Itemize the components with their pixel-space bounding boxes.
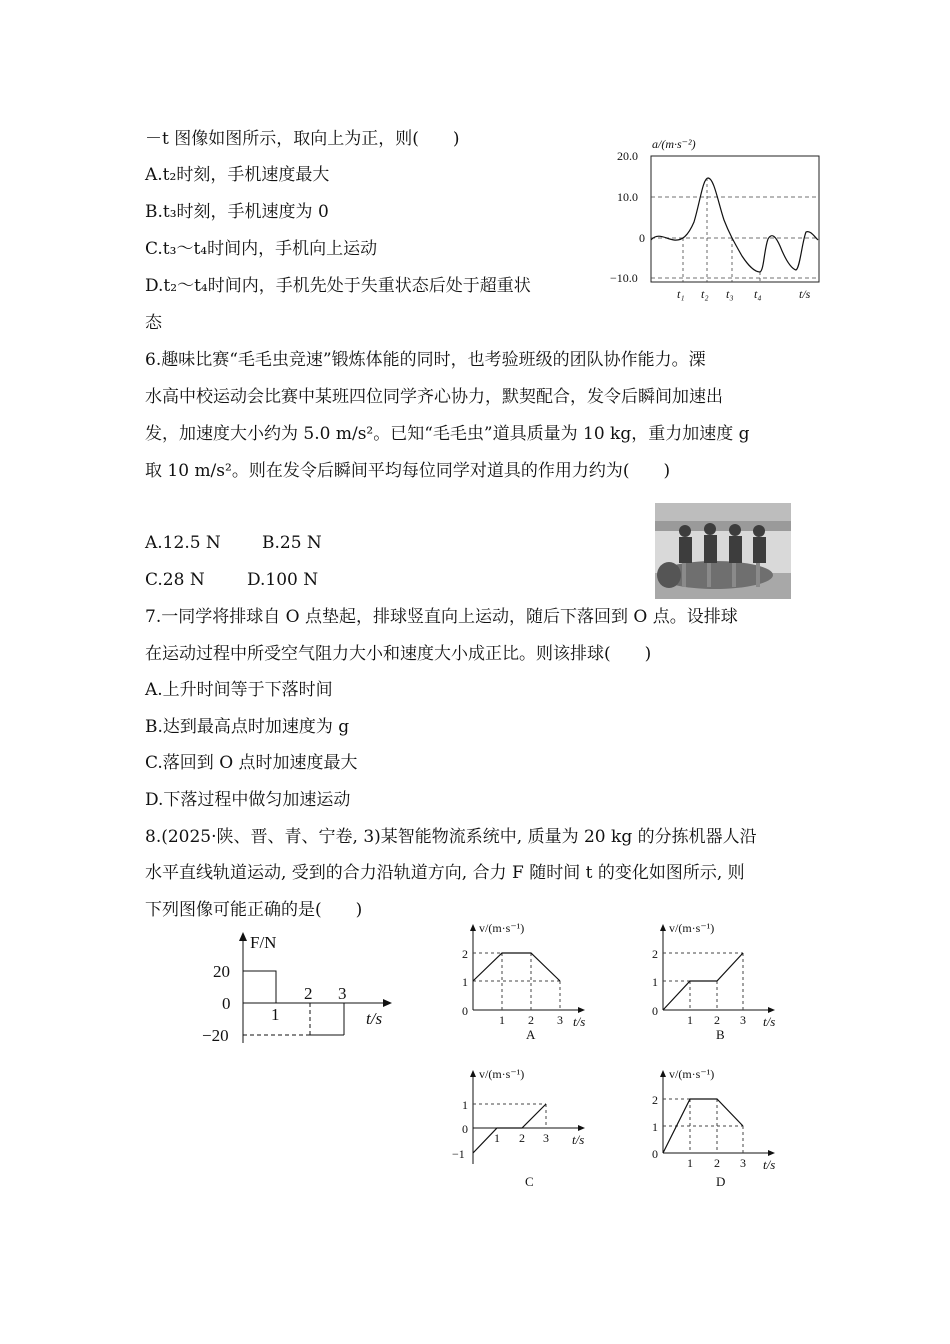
q8-vt-graph-c: [450, 1064, 605, 1194]
q6-option-c: C.28 N: [145, 570, 205, 590]
q8-force-xtick-1: 1: [271, 1005, 280, 1024]
q5-graph-xtick-t2: t₂: [701, 287, 709, 301]
q7-line-1: 7.一同学将排球自 O 点垫起，排球竖直向上运动，随后下落回到 O 点。设排球: [145, 607, 738, 627]
graph-d-xtick-1: 1: [687, 1156, 693, 1170]
q5-acceleration-graph: [608, 132, 823, 302]
q5-graph-ytick-10: 10.0: [617, 190, 638, 204]
graph-b-ytick-0: 0: [652, 1004, 658, 1018]
graph-b-label: B: [716, 1027, 725, 1042]
q7-option-a: A.上升时间等于下落时间: [145, 680, 333, 700]
q6-option-d: D.100 N: [247, 570, 319, 590]
graph-b-xtick-3: 3: [740, 1013, 746, 1027]
graph-a-label: A: [526, 1027, 536, 1042]
graph-d-xtick-2: 2: [714, 1156, 720, 1170]
q8-force-ylabel: F/N: [250, 933, 277, 952]
q8-force-graph: [200, 928, 400, 1048]
graph-c-ylabel: v/(m·s⁻¹): [479, 1067, 525, 1081]
graph-a-xtick-3: 3: [557, 1013, 563, 1027]
graph-d-ytick-2: 2: [652, 1093, 658, 1107]
q6-option-b: B.25 N: [262, 533, 322, 553]
graph-a-xtick-1: 1: [499, 1013, 505, 1027]
graph-c-ytick-0: 0: [462, 1122, 468, 1136]
q5-option-d-cont: 态: [145, 313, 162, 333]
q8-force-ytick-neg20: −20: [202, 1026, 229, 1045]
q6-line-4: 取 10 m/s²。则在发令后瞬间平均每位同学对道具的作用力约为( ): [145, 461, 671, 481]
graph-d-xtick-3: 3: [740, 1156, 746, 1170]
graph-c-label: C: [525, 1174, 534, 1189]
q7-line-2: 在运动过程中所受空气阻力大小和速度大小成正比。则该排球( ): [145, 644, 652, 664]
graph-b-xtick-2: 2: [714, 1013, 720, 1027]
q6-line-3: 发，加速度大小约为 5.0 m/s²。已知“毛毛虫”道具质量为 10 kg，重力加速度 g: [145, 424, 750, 444]
q7-option-c: C.落回到 O 点时加速度最大: [145, 753, 358, 773]
graph-c-ytick-1: 1: [462, 1098, 468, 1112]
graph-a-ytick-0: 0: [462, 1004, 468, 1018]
q7-option-b: B.达到最高点时加速度为 g: [145, 717, 350, 737]
q8-force-ytick-0: 0: [222, 994, 231, 1013]
q8-line-3: 下列图像可能正确的是( ): [145, 900, 363, 920]
q8-line-1: 8.(2025·陕、晋、青、宁卷, 3)某智能物流系统中, 质量为 20 kg 的分拣机器人沿: [145, 827, 757, 847]
q5-option-c: C.t₃～t₄时间内，手机向上运动: [145, 239, 378, 259]
q5-graph-xtick-t3: t₃: [726, 287, 734, 301]
q5-stem: －t 图像如图所示，取向上为正，则( ): [145, 129, 460, 149]
q8-vt-graph-d: [645, 1064, 795, 1194]
q6-option-a: A.12.5 N: [145, 533, 221, 553]
q5-graph-ytick-0: 0: [639, 231, 645, 245]
graph-c-xlabel: t/s: [572, 1132, 585, 1147]
graph-c-xtick-3: 3: [543, 1131, 549, 1145]
q5-graph-ytick-neg10: −10.0: [610, 271, 638, 285]
graph-a-ytick-1: 1: [462, 975, 468, 989]
q8-line-2: 水平直线轨道运动, 受到的合力沿轨道方向, 合力 F 随时间 t 的变化如图所示, 则: [145, 863, 745, 883]
graph-d-ylabel: v/(m·s⁻¹): [669, 1067, 715, 1081]
graph-a-ytick-2: 2: [462, 947, 468, 961]
graph-b-xlabel: t/s: [763, 1014, 776, 1029]
graph-a-xlabel: t/s: [573, 1014, 586, 1029]
graph-b-ylabel: v/(m·s⁻¹): [669, 921, 715, 935]
q8-vt-graph-b: [645, 918, 795, 1046]
graph-b-ytick-2: 2: [652, 947, 658, 961]
q8-force-xtick-3: 3: [338, 984, 347, 1003]
graph-d-ytick-1: 1: [652, 1120, 658, 1134]
q7-option-d: D.下落过程中做匀加速运动: [145, 790, 351, 810]
graph-a-ylabel: v/(m·s⁻¹): [479, 921, 525, 935]
q8-vt-graph-a: [455, 918, 605, 1046]
q5-graph-xtick-t1: t₁: [677, 287, 685, 301]
q8-force-ytick-20: 20: [213, 962, 230, 981]
q8-force-xtick-2: 2: [304, 984, 313, 1003]
q6-line-1: 6.趣味比赛“毛毛虫竞速”锻炼体能的同时，也考验班级的团队协作能力。溧: [145, 350, 706, 370]
graph-c-ytick-neg1: −1: [452, 1147, 465, 1161]
q5-option-a: A.t₂时刻，手机速度最大: [145, 165, 330, 185]
q5-graph-xtick-t4: t₄: [754, 287, 762, 301]
graph-a-xtick-2: 2: [528, 1013, 534, 1027]
graph-d-xlabel: t/s: [763, 1157, 776, 1172]
graph-c-xtick-1: 1: [494, 1131, 500, 1145]
graph-d-label: D: [716, 1174, 726, 1189]
q5-option-d: D.t₂～t₄时间内，手机先处于失重状态后处于超重状: [145, 276, 531, 296]
graph-b-ytick-1: 1: [652, 975, 658, 989]
caterpillar-race-photo: [655, 503, 791, 599]
q5-graph-ylabel: a/(m·s⁻²): [652, 137, 696, 151]
q5-option-b: B.t₃时刻，手机速度为 0: [145, 202, 329, 222]
graph-c-xtick-2: 2: [519, 1131, 525, 1145]
graph-d-ytick-0: 0: [652, 1147, 658, 1161]
q8-force-xlabel: t/s: [366, 1009, 383, 1028]
q5-graph-xlabel: t/s: [799, 287, 811, 301]
q6-line-2: 水高中校运动会比赛中某班四位同学齐心协力，默契配合，发令后瞬间加速出: [145, 387, 723, 407]
graph-b-xtick-1: 1: [687, 1013, 693, 1027]
q5-graph-ytick-20: 20.0: [617, 149, 638, 163]
